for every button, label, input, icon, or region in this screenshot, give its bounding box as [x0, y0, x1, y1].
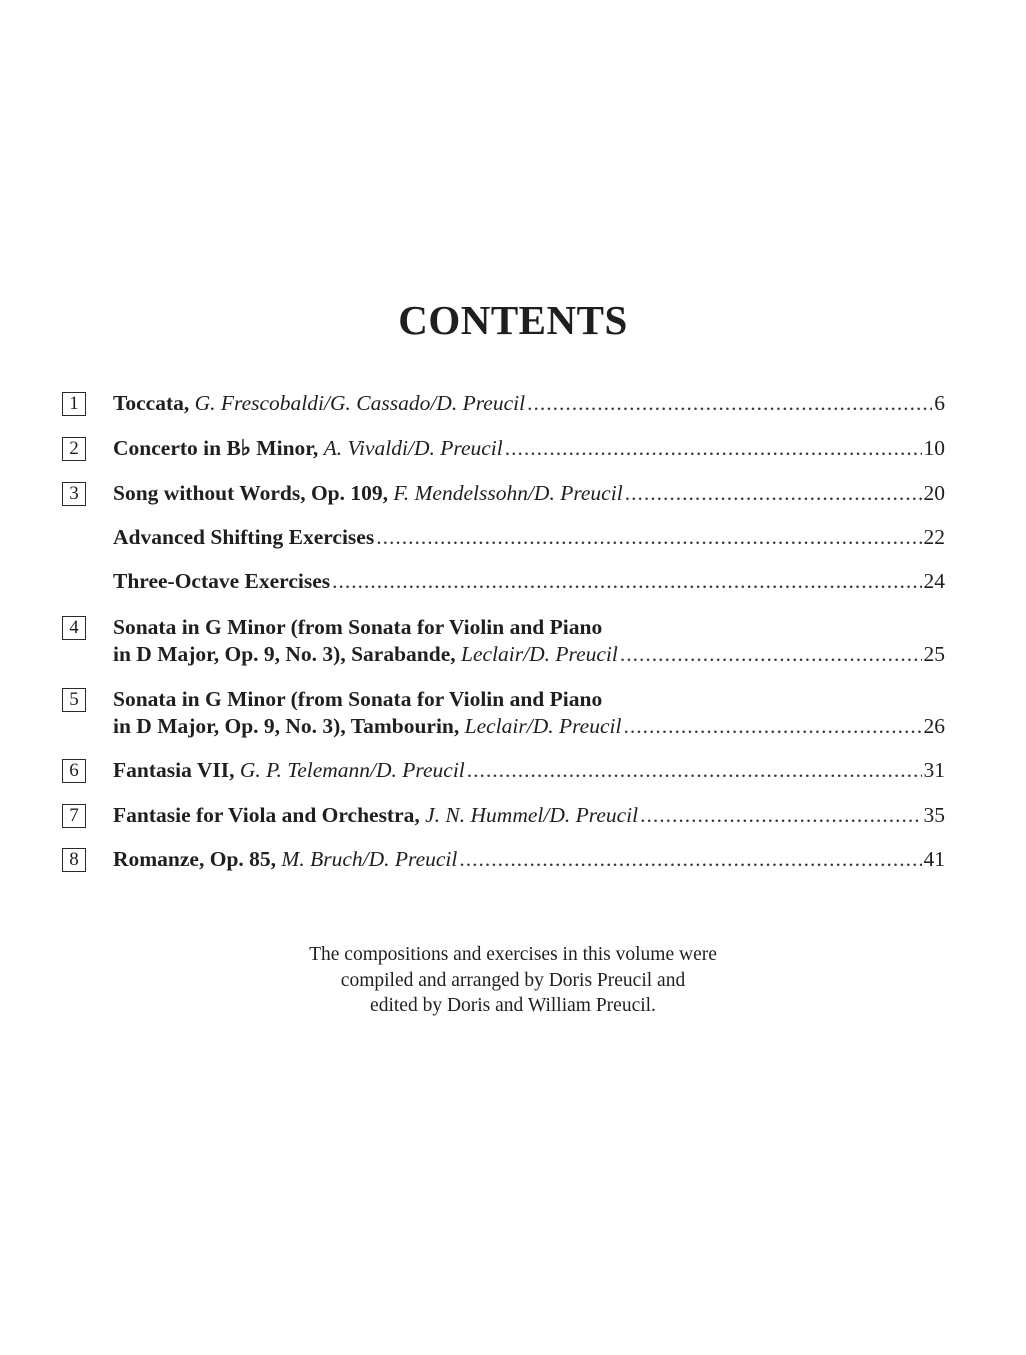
- entry-credit: M. Bruch/D. Preucil: [281, 847, 458, 871]
- entry-title: Concerto in B♭ Minor,: [113, 436, 319, 460]
- entry-title: Romanze, Op. 85,: [113, 847, 277, 871]
- dot-leader: [620, 640, 922, 668]
- entry-title-line1: Sonata in G Minor (from Sonata for Violin and Piano: [113, 687, 603, 711]
- note-line: compiled and arranged by Doris Preucil and: [340, 969, 686, 991]
- track-number-box: 6: [62, 759, 86, 783]
- dot-leader: [376, 523, 921, 551]
- entry-credit: G. P. Telemann/D. Preucil: [239, 758, 465, 782]
- dot-leader: [527, 389, 932, 417]
- entry-page-number: 31: [923, 758, 945, 782]
- entry-page-number: 20: [923, 481, 945, 505]
- dot-leader: [459, 845, 921, 873]
- entry-title: Advanced Shifting Exercises: [113, 525, 375, 549]
- entry-page-number: 6: [934, 391, 945, 415]
- entry-credit: F. Mendelssohn/D. Preucil: [393, 481, 623, 505]
- entry-page-number: 25: [923, 642, 945, 666]
- entry-credit: A. Vivaldi/D. Preucil: [323, 436, 503, 460]
- note-line: The compositions and exercises in this volume were: [309, 944, 717, 965]
- track-number-box: 1: [62, 392, 86, 416]
- entry-credit: Leclair/D. Preucil: [464, 714, 622, 738]
- dot-leader: [625, 479, 922, 507]
- page-title: CONTENTS: [398, 297, 628, 343]
- entry-credit: J. N. Hummel/D. Preucil: [425, 803, 639, 827]
- dot-leader: [623, 712, 921, 740]
- entry-title: Fantasia VII,: [113, 758, 235, 782]
- track-number-box: 8: [62, 848, 86, 872]
- entry-title: in D Major, Op. 9, No. 3), Sarabande,: [113, 642, 456, 666]
- entry-credit: G. Frescobaldi/G. Cassado/D. Preucil: [194, 391, 526, 415]
- entry-title: in D Major, Op. 9, No. 3), Tambourin,: [113, 714, 460, 738]
- entry-page-number: 22: [923, 525, 945, 549]
- dot-leader: [467, 756, 922, 784]
- dot-leader: [505, 434, 922, 462]
- entry-title: Song without Words, Op. 109,: [113, 481, 388, 505]
- track-number-box: 2: [62, 437, 86, 461]
- note-line: edited by Doris and William Preucil.: [370, 995, 656, 1016]
- entry-page-number: 24: [923, 569, 945, 593]
- track-number-box: 5: [62, 688, 86, 712]
- entry-page-number: 10: [923, 436, 945, 460]
- entry-title: Fantasie for Viola and Orchestra,: [113, 803, 420, 827]
- dot-leader: [332, 567, 921, 595]
- entry-page-number: 26: [923, 714, 945, 738]
- editorial-note: [0, 942, 1026, 1019]
- dot-leader: [640, 801, 921, 829]
- entry-page-number: 35: [923, 803, 945, 827]
- entry-title-line1: Sonata in G Minor (from Sonata for Violin and Piano: [113, 615, 603, 639]
- entry-page-number: 41: [923, 847, 945, 871]
- entry-title: Three-Octave Exercises: [113, 569, 331, 593]
- track-number-box: 7: [62, 804, 86, 828]
- track-number-box: 3: [62, 482, 86, 506]
- entry-title: Toccata,: [113, 391, 190, 415]
- track-number-box: 4: [62, 616, 86, 640]
- entry-credit: Leclair/D. Preucil: [461, 642, 618, 666]
